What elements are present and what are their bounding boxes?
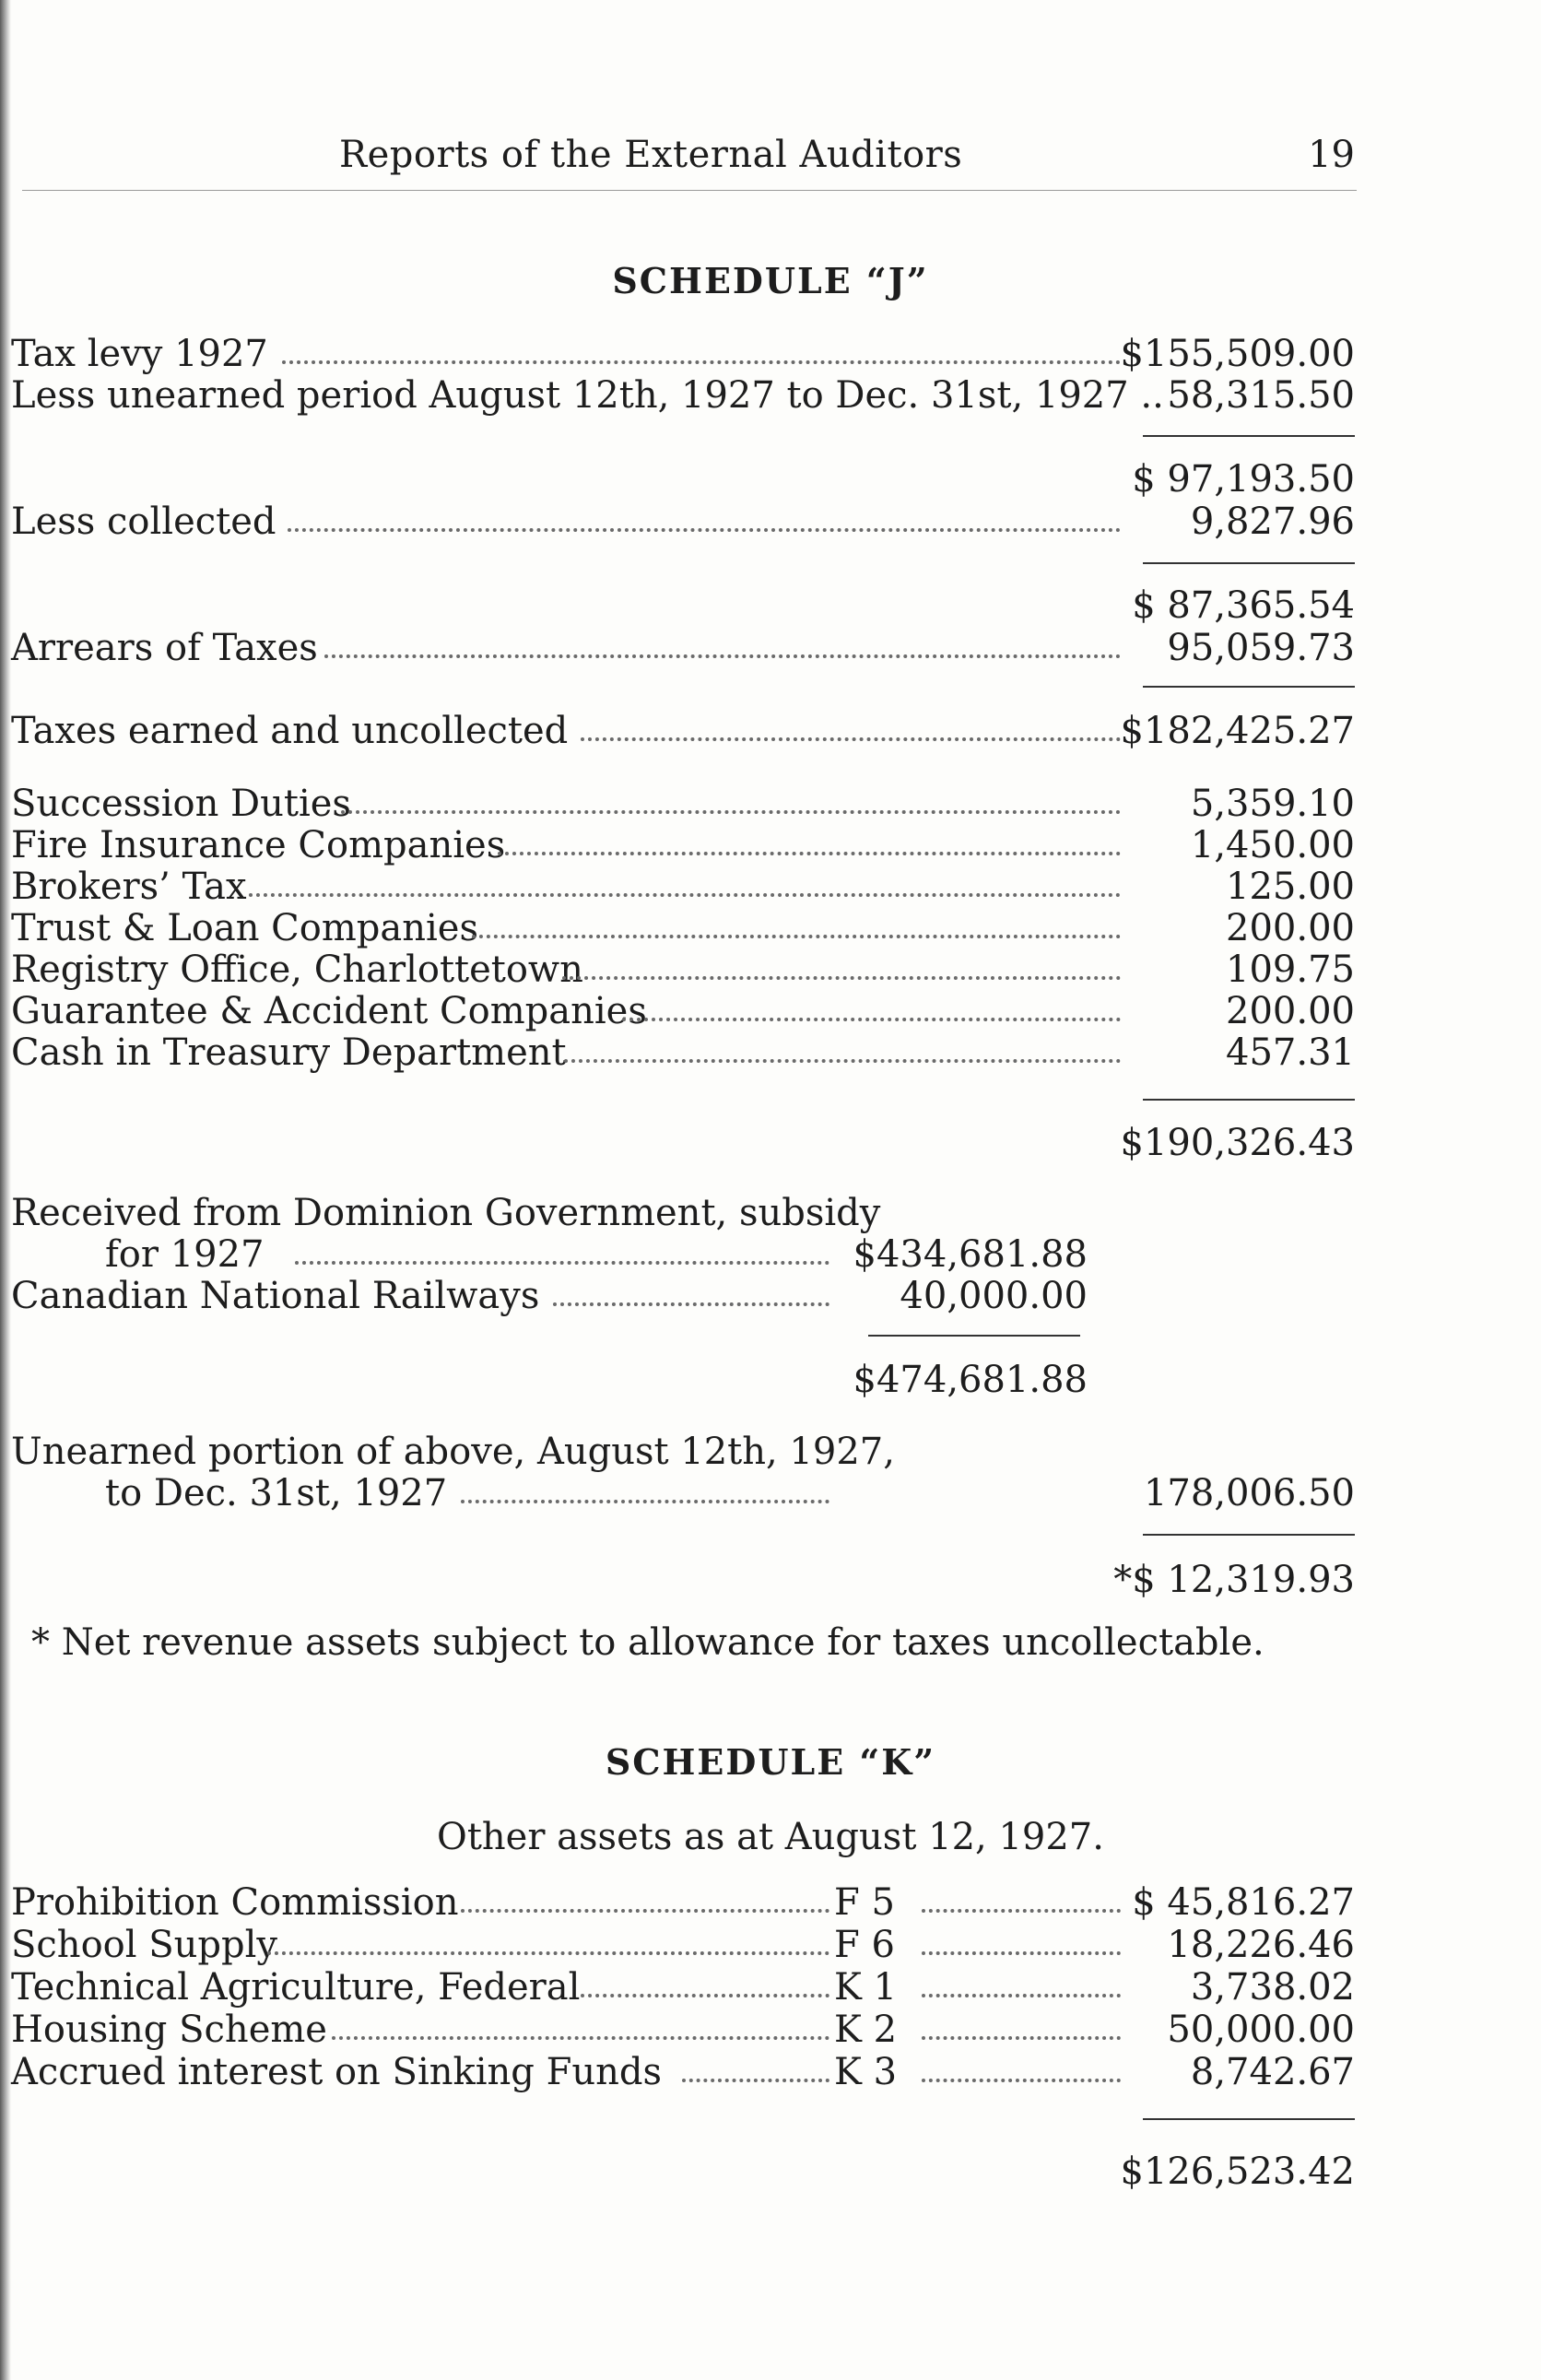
page-number: 19 [1308, 134, 1355, 176]
asset-label: Prohibition Commission [11, 1881, 459, 1924]
leader-dots [341, 810, 1121, 814]
sum-rule [1143, 1534, 1355, 1536]
asset-amount: 8,742.67 [1190, 2051, 1355, 2093]
leader-dots [581, 737, 1121, 741]
item-label: Succession Duties [11, 783, 351, 825]
item-amount: 1,450.00 [1190, 824, 1355, 866]
leader-dots [332, 2036, 829, 2040]
unearned-label-line2: to Dec. 31st, 1927 [105, 1472, 448, 1514]
sum-rule [1143, 686, 1355, 688]
item-amount: 5,359.10 [1190, 783, 1355, 825]
leader-dots [282, 360, 1121, 364]
sum-rule [868, 1335, 1080, 1337]
leader-dots [288, 528, 1121, 532]
asset-ref: K 2 [834, 2009, 898, 2051]
schedule-j-title: SCHEDULE “J” [612, 260, 929, 301]
item-amount: 200.00 [1226, 990, 1355, 1032]
footnote: * Net revenue assets subject to allowance for taxes uncollectable. [31, 1621, 1265, 1664]
sum-rule [1143, 2118, 1355, 2120]
item-label: Trust & Loan Companies [11, 907, 478, 949]
item-label: Registry Office, Charlottetown [11, 948, 583, 991]
less-collected-amount: 9,827.96 [1190, 501, 1355, 543]
asset-ref: F 6 [834, 1924, 895, 1966]
item-label: Fire Insurance Companies [11, 824, 506, 866]
leader-dots [461, 1909, 829, 1913]
item-label: Brokers’ Tax [11, 866, 247, 908]
asset-amount: 50,000.00 [1167, 2009, 1355, 2051]
tax-levy-label: Tax levy 1927 [11, 333, 268, 375]
item-label: Guarantee & Accident Companies [11, 990, 647, 1032]
item-label: Cash in Treasury Department [11, 1031, 567, 1074]
asset-amount: 18,226.46 [1167, 1924, 1355, 1966]
leader-dots [622, 1018, 1121, 1021]
asset-ref: K 1 [834, 1966, 898, 2009]
leader-dots [553, 1302, 829, 1306]
leader-dots [461, 1500, 829, 1503]
subtotal-1: $ 97,193.50 [1132, 458, 1355, 501]
leader-dots [295, 1261, 829, 1265]
asset-label: Accrued interest on Sinking Funds [11, 2051, 663, 2093]
leader-dots [472, 935, 1121, 938]
cnr-amount: 40,000.00 [900, 1275, 1088, 1317]
running-header-title: Reports of the External Auditors [339, 134, 963, 176]
page-edge-shadow [0, 0, 11, 2380]
less-collected-label: Less collected [11, 501, 276, 543]
asset-label: Technical Agriculture, Federal [11, 1966, 581, 2009]
schedule-k-total: $126,523.42 [1120, 2150, 1355, 2193]
asset-label: Housing Scheme [11, 2009, 327, 2051]
arrears-amount: 95,059.73 [1167, 627, 1355, 669]
item-amount: 125.00 [1226, 866, 1355, 908]
dominion-amount: $434,681.88 [853, 1233, 1088, 1276]
leader-dots [564, 1059, 1121, 1063]
less-unearned-amount: 58,315.50 [1167, 374, 1355, 417]
leader-dots [562, 976, 1121, 980]
item-amount: 109.75 [1226, 948, 1355, 991]
dominion-label-line2: for 1927 [105, 1233, 265, 1276]
leader-dots [498, 852, 1121, 855]
less-unearned-label: Less unearned period August 12th, 1927 to Dec. 31st, 1927 .. [11, 374, 1164, 417]
leader-dots [581, 1994, 829, 1997]
asset-label: School Supply [11, 1924, 278, 1966]
asset-amount: 3,738.02 [1190, 1966, 1355, 2009]
net-revenue-amount: *$ 12,319.93 [1113, 1559, 1355, 1601]
taxes-earned-amount: $182,425.27 [1120, 710, 1355, 752]
item-amount: 200.00 [1226, 907, 1355, 949]
tax-levy-amount: $155,509.00 [1120, 333, 1355, 375]
asset-amount: $ 45,816.27 [1132, 1881, 1355, 1924]
taxes-earned-label: Taxes earned and uncollected [11, 710, 569, 752]
leader-dots [682, 2079, 829, 2082]
subtotal-3: $474,681.88 [853, 1359, 1088, 1401]
leader-dots [249, 893, 1121, 897]
header-rule [22, 190, 1357, 191]
cnr-label: Canadian National Railways [11, 1275, 540, 1317]
dominion-label-line1: Received from Dominion Government, subsidy [11, 1192, 881, 1234]
schedule-k-title: SCHEDULE “K” [605, 1741, 936, 1783]
sum-rule [1143, 1099, 1355, 1101]
leader-dots [324, 654, 1121, 658]
subtotal-2: $ 87,365.54 [1132, 584, 1355, 627]
unearned-amount: 178,006.50 [1143, 1472, 1355, 1514]
asset-ref: K 3 [834, 2051, 898, 2093]
leader-dots [267, 1951, 829, 1955]
sum-rule [1143, 435, 1355, 437]
arrears-label: Arrears of Taxes [11, 627, 318, 669]
unearned-label-line1: Unearned portion of above, August 12th, 1927, [11, 1431, 895, 1473]
sum-rule [1143, 562, 1355, 564]
total-1: $190,326.43 [1120, 1122, 1355, 1164]
schedule-k-subtitle: Other assets as at August 12, 1927. [437, 1816, 1104, 1858]
asset-ref: F 5 [834, 1881, 895, 1924]
item-amount: 457.31 [1226, 1031, 1355, 1074]
